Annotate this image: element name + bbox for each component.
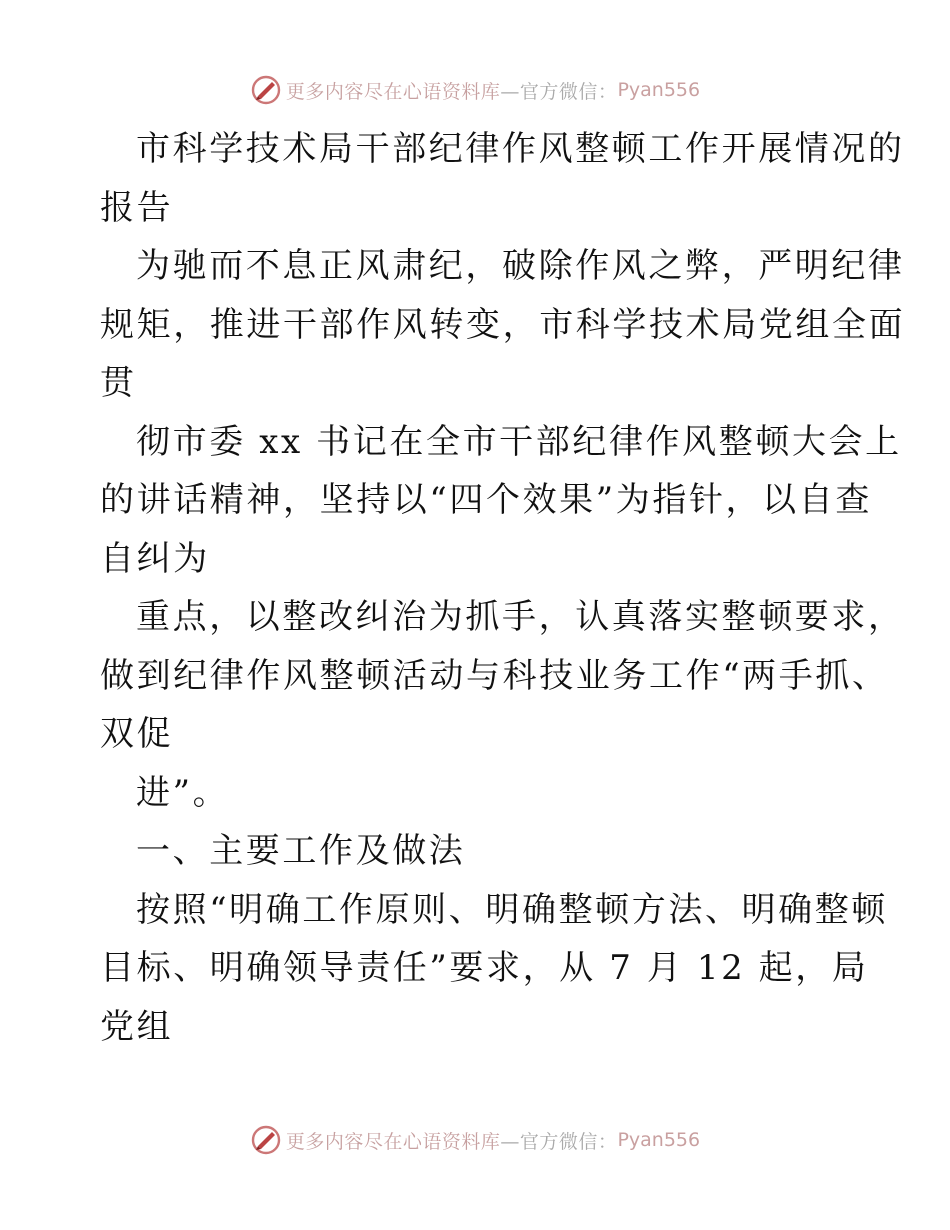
pen-logo-icon bbox=[250, 1124, 282, 1156]
pen-logo-icon bbox=[250, 74, 282, 106]
text-line: 彻市委 xx 书记在全市干部纪律作风整顿大会上 bbox=[136, 421, 902, 462]
text-line: 按照“明确工作原则、明确整顿方法、明确整顿 bbox=[136, 889, 888, 930]
text-line: 的讲话精神，坚持以“四个效果”为指针，以自查 bbox=[100, 480, 872, 520]
text-line: 规矩，推进干部作风转变，市科学技术局党组全面 bbox=[100, 304, 906, 345]
text-line: 贯 bbox=[100, 363, 137, 403]
text-line: 党组 bbox=[100, 1006, 174, 1047]
text-line: 自纠为 bbox=[100, 538, 210, 579]
text-line: 进”。 bbox=[136, 772, 230, 813]
watermark-handle: Pyan556 bbox=[617, 79, 701, 101]
watermark-handle: Pyan556 bbox=[617, 1129, 701, 1151]
text-line: 目标、明确领导责任”要求，从 7 月 12 起，局 bbox=[100, 948, 869, 988]
footer-watermark bbox=[0, 1120, 950, 1160]
section-heading: 一、主要工作及做法 bbox=[136, 831, 466, 871]
document-body bbox=[100, 120, 906, 1056]
text-line: 重点，以整改纠治为抓手，认真落实整顿要求， bbox=[136, 597, 905, 637]
text-line: 双促 bbox=[100, 714, 174, 754]
text-line: 市科学技术局干部纪律作风整顿工作开展情况的 bbox=[136, 129, 905, 169]
watermark-wechat-label: —官方微信： bbox=[500, 1130, 618, 1153]
text-line: 报告 bbox=[100, 187, 174, 228]
watermark-wechat-label: —官方微信： bbox=[500, 80, 618, 103]
watermark-prefix: 更多内容尽在心语资料库 bbox=[285, 1130, 501, 1153]
text-line: 做到纪律作风整顿活动与科技业务工作“两手抓、 bbox=[100, 655, 889, 696]
watermark-prefix: 更多内容尽在心语资料库 bbox=[285, 80, 501, 103]
text-line: 为驰而不息正风肃纪，破除作风之弊，严明纪律 bbox=[136, 246, 905, 286]
header-watermark bbox=[0, 70, 950, 110]
